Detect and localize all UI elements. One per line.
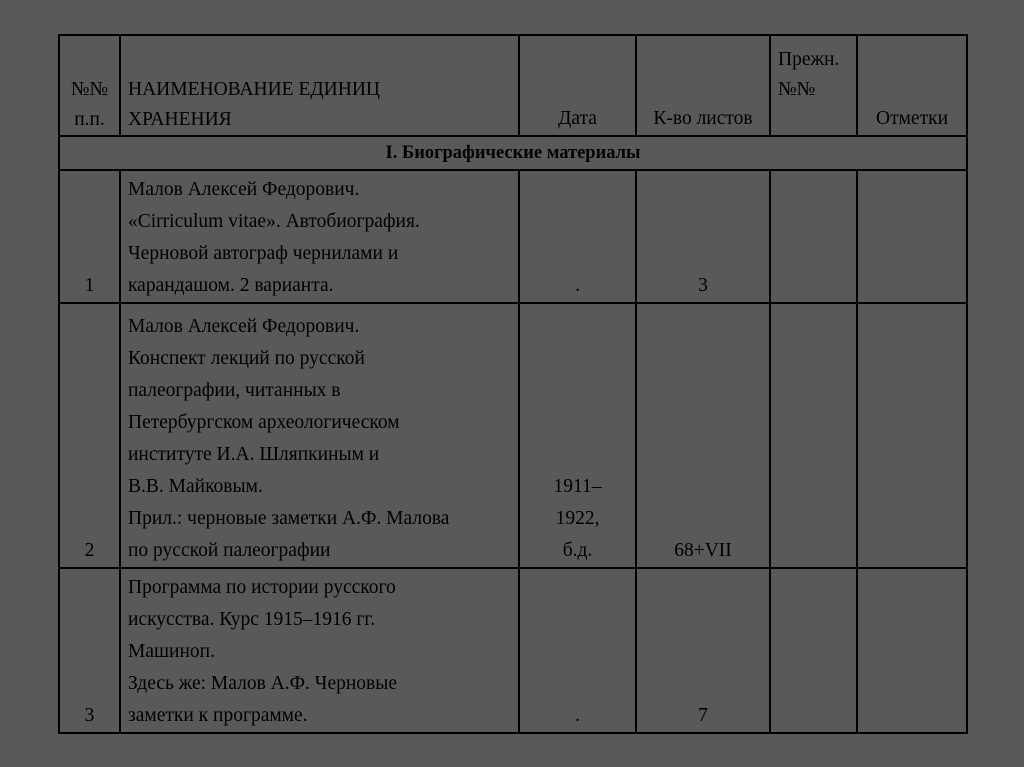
row-name-line: Черновой автограф чернилами и bbox=[128, 243, 399, 264]
row-name bbox=[120, 170, 519, 303]
section-row bbox=[59, 136, 967, 170]
row-date-line: 1911– bbox=[553, 476, 602, 497]
table-row bbox=[59, 170, 967, 303]
row-prev bbox=[770, 170, 857, 303]
row-num: 2 bbox=[59, 303, 120, 568]
row-name-line: искусства. Курс 1915–1916 гг. bbox=[128, 609, 376, 630]
row-date-line: . bbox=[575, 275, 580, 296]
header-name-line-1: НАИМЕНОВАНИЕ ЕДИНИЦ bbox=[128, 79, 381, 100]
row-num: 3 bbox=[59, 568, 120, 733]
row-date bbox=[519, 303, 636, 568]
row-name-line: Программа по истории русского bbox=[128, 577, 396, 598]
header-prev bbox=[770, 35, 857, 136]
row-name-line: Прил.: черновые заметки А.Ф. Малова bbox=[128, 508, 450, 529]
table-header-row bbox=[59, 35, 967, 136]
row-notes bbox=[857, 568, 967, 733]
header-notes: Отметки bbox=[857, 35, 967, 136]
row-date bbox=[519, 568, 636, 733]
row-sheets: 3 bbox=[636, 170, 770, 303]
row-name-line: заметки к программе. bbox=[128, 705, 308, 726]
row-notes bbox=[857, 303, 967, 568]
row-name-line: В.В. Майковым. bbox=[128, 476, 263, 497]
row-sheets: 7 bbox=[636, 568, 770, 733]
header-name-line-2: ХРАНЕНИЯ bbox=[128, 109, 232, 130]
header-num-line-1: №№ bbox=[70, 79, 109, 100]
header-num bbox=[59, 35, 120, 136]
row-name-line: Малов Алексей Федорович. bbox=[128, 179, 360, 200]
inventory-table bbox=[58, 34, 968, 734]
section-title: I. Биографические материалы bbox=[59, 136, 967, 170]
header-sheets: К-во листов bbox=[636, 35, 770, 136]
row-name-line: Конспект лекций по русской bbox=[128, 348, 365, 369]
row-name-line: Малов Алексей Федорович. bbox=[128, 316, 360, 337]
row-name-line: Петербургском археологическом bbox=[128, 412, 400, 433]
table-row bbox=[59, 303, 967, 568]
row-date bbox=[519, 170, 636, 303]
table-row bbox=[59, 568, 967, 733]
header-prev-line-2: №№ bbox=[778, 79, 816, 100]
row-name-line: Здесь же: Малов А.Ф. Черновые bbox=[128, 673, 398, 694]
row-name-line: карандашом. 2 варианта. bbox=[128, 275, 334, 296]
header-num-line-2: п.п. bbox=[74, 109, 105, 130]
row-prev bbox=[770, 303, 857, 568]
row-name-line: институте И.А. Шляпкиным и bbox=[128, 444, 380, 465]
row-date-line: . bbox=[575, 705, 580, 726]
row-name-line: Машиноп. bbox=[128, 641, 215, 662]
row-notes bbox=[857, 170, 967, 303]
row-date-line: б.д. bbox=[562, 540, 593, 561]
row-name bbox=[120, 568, 519, 733]
header-date: Дата bbox=[519, 35, 636, 136]
header-prev-spacer bbox=[778, 105, 856, 135]
row-name-line: «Cirriculum vitae». Автобиография. bbox=[128, 211, 420, 232]
row-name-line: по русской палеографии bbox=[128, 540, 331, 561]
row-sheets: 68+VII bbox=[636, 303, 770, 568]
row-name-line: палеографии, читанных в bbox=[128, 380, 341, 401]
row-name bbox=[120, 303, 519, 568]
row-num: 1 bbox=[59, 170, 120, 303]
header-name bbox=[120, 35, 519, 136]
row-prev bbox=[770, 568, 857, 733]
header-prev-line-1: Прежн. bbox=[778, 49, 840, 70]
row-date-line: 1922, bbox=[555, 508, 600, 529]
